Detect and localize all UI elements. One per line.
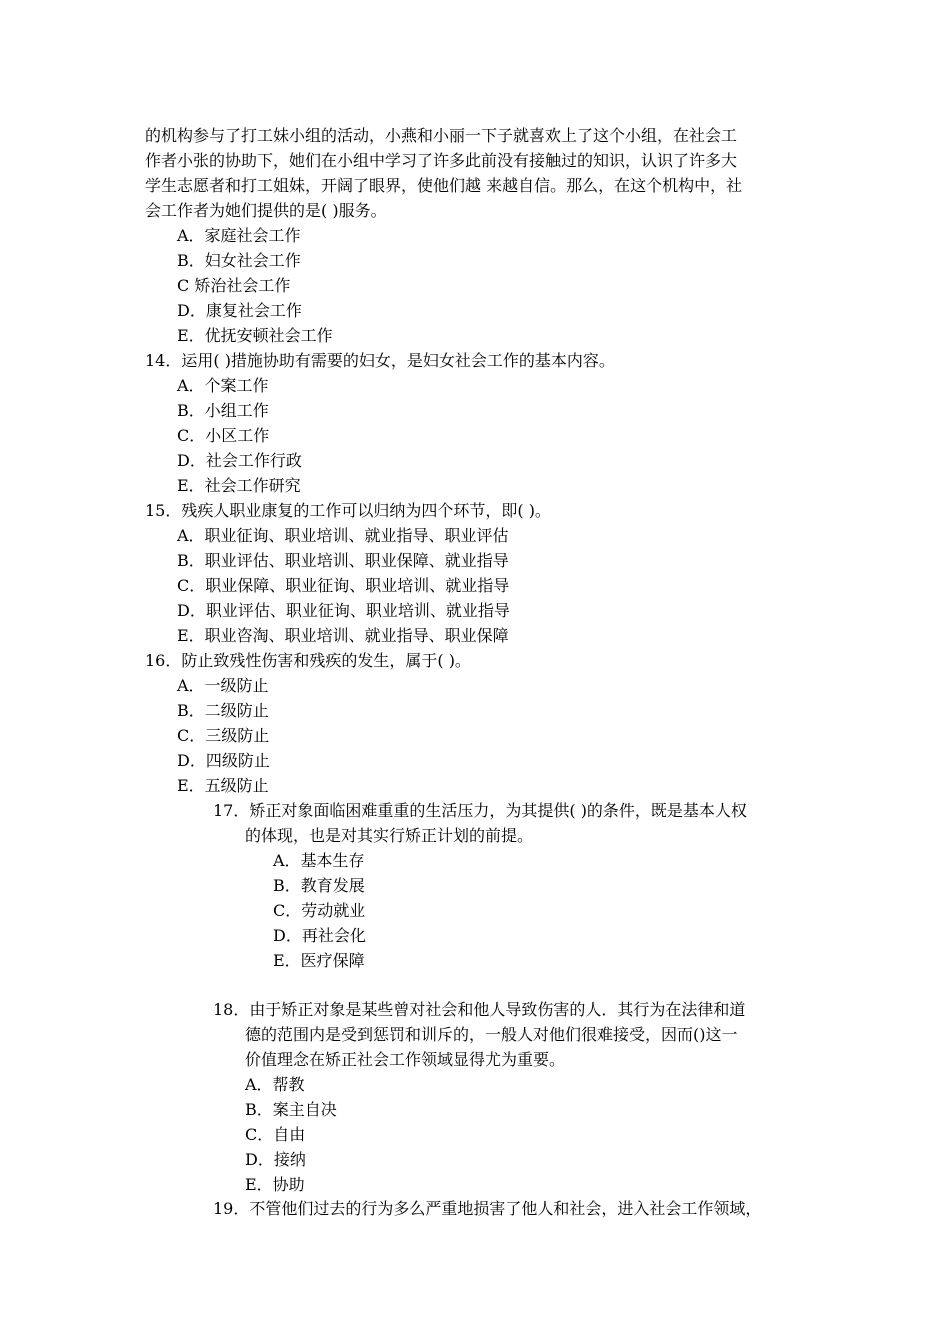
option-e: E．协助 [245,1175,305,1194]
option-a: A．个案工作 [177,376,269,395]
option-b: B．案主自决 [245,1100,337,1119]
option-a: A．基本生存 [273,851,365,870]
option-a: A．帮教 [245,1075,305,1094]
question-18-stem-cont: 价值理念在矫正社会工作领域显得尤为重要。 [245,1050,566,1069]
option-d: D．再社会化 [273,926,366,945]
question-17-stem: 17．矫正对象面临困难重重的生活压力，为其提供( )的条件，既是基本人权 [213,801,747,820]
option-c: C．自由 [245,1125,306,1144]
option-b: B．小组工作 [177,401,269,420]
option-d: D．接纳 [245,1150,306,1169]
option-d: D．职业评估、职业征询、职业培训、就业指导 [177,601,510,620]
question-14-stem: 14．运用( )措施协助有需要的妇女，是妇女社会工作的基本内容。 [145,351,615,370]
option-c: C．小区工作 [177,426,270,445]
passage-line: 学生志愿者和打工姐妹，开阔了眼界，使他们越 来越自信。那么，在这个机构中，社 [145,176,743,195]
option-b: B．妇女社会工作 [177,251,301,270]
passage-line: 的机构参与了打工妹小组的活动，小燕和小丽一下子就喜欢上了这个小组，在社会工 [145,126,738,145]
option-b: B．教育发展 [273,876,365,895]
option-d: D．社会工作行政 [177,451,302,470]
option-e: E．职业咨淘、职业培训、就业指导、职业保障 [177,626,509,645]
option-a: A．一级防止 [177,676,269,695]
option-e: E．五级防止 [177,776,269,795]
option-b: B．二级防止 [177,701,269,720]
passage-line: 会工作者为她们提供的是( )服务。 [145,201,387,220]
option-b: B．职业评估、职业培训、职业保障、就业指导 [177,551,509,570]
question-18-stem-cont: 德的范围内是受到惩罚和训斥的，一般人对他们很难接受，因而()这一 [245,1025,738,1044]
option-e: E．医疗保障 [273,951,365,970]
question-16-stem: 16．防止致残性伤害和残疾的发生，属于( )。 [145,651,471,670]
option-a: A．职业征询、职业培训、就业指导、职业评估 [177,526,509,545]
option-e: E．社会工作研究 [177,476,301,495]
option-d: D．康复社会工作 [177,301,302,320]
option-c: C．劳动就业 [273,901,366,920]
option-a: A．家庭社会工作 [177,226,301,245]
question-17-stem-cont: 的体现，也是对其实行矫正计划的前提。 [245,826,534,845]
option-d: D．四级防止 [177,751,270,770]
option-e: E．优抚安顿社会工作 [177,326,333,345]
passage-line: 作者小张的协助下，她们在小组中学习了许多此前没有接触过的知识，认识了许多大 [145,151,738,170]
option-c: C．职业保障、职业征询、职业培训、就业指导 [177,576,510,595]
option-c: C．三级防止 [177,726,270,745]
question-19-stem: 19．不管他们过去的行为多么严重地损害了他人和社会，进入社会工作领域， [213,1199,762,1218]
question-15-stem: 15．残疾人职业康复的工作可以归纳为四个环节，即( )。 [145,501,551,520]
question-18-stem: 18．由于矫正对象是某些曾对社会和他人导致伤害的人．其行为在法律和道 [213,1000,746,1019]
option-c: C 矫治社会工作 [177,276,291,295]
